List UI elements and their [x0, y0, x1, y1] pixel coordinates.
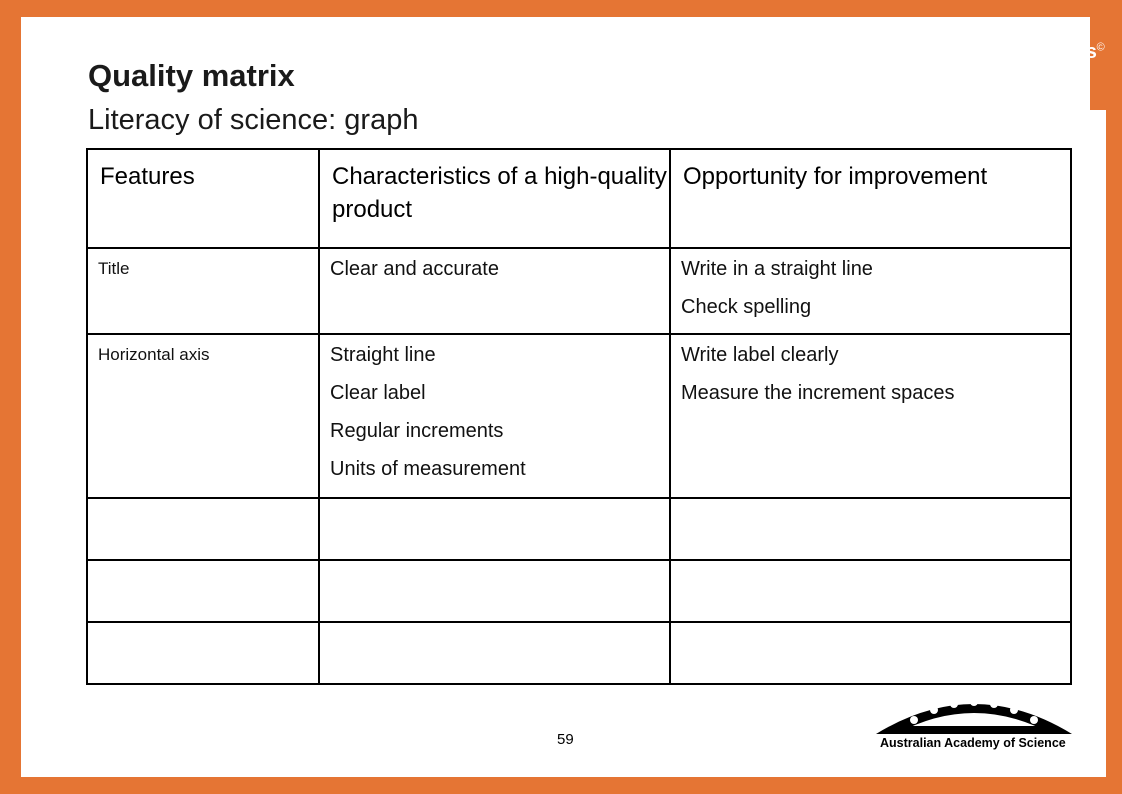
characteristic-item: Clear and accurate: [330, 258, 499, 280]
table-row-horizontal-axis: [87, 334, 1071, 498]
column-header-characteristics: Characteristics of a high-quality product: [319, 149, 670, 248]
table-row-title: [87, 248, 1071, 334]
improvement-item: Write in a straight line: [681, 258, 873, 280]
academy-name: Australian Academy of Science: [880, 736, 1066, 750]
table-cell[interactable]: [319, 560, 670, 622]
table-cell: [670, 334, 1071, 498]
improvement-item: Measure the increment spaces: [681, 382, 955, 404]
feature-label: Title: [98, 259, 130, 278]
academy-dome-icon: [868, 688, 1080, 736]
page-subtitle: Literacy of science: graph: [88, 104, 419, 136]
column-header-features: Features: [87, 149, 319, 248]
table-row-blank: [87, 498, 1071, 560]
feature-label: Horizontal axis: [98, 345, 210, 364]
australian-academy-of-science-logo: [868, 688, 1080, 763]
characteristic-item: Straight line: [330, 344, 436, 366]
improvement-item: Write label clearly: [681, 344, 839, 366]
table-cell[interactable]: [670, 498, 1071, 560]
table-cell: [87, 334, 319, 498]
table-cell: [670, 248, 1071, 334]
characteristic-item: Clear label: [330, 382, 426, 404]
characteristic-item: Units of measurement: [330, 458, 526, 480]
brand-wordmark: PrimaryConnections©: [912, 41, 1105, 63]
table-cell[interactable]: [87, 622, 319, 684]
table-cell: [319, 248, 670, 334]
quality-matrix-table: [86, 148, 1072, 685]
table-cell[interactable]: [319, 622, 670, 684]
column-header-improvement: Opportunity for improvement: [670, 149, 1071, 248]
page-number: 59: [557, 731, 574, 748]
primary-connections-logo: [912, 24, 1112, 96]
table-cell[interactable]: [319, 498, 670, 560]
table-cell[interactable]: [87, 498, 319, 560]
table-cell: [319, 334, 670, 498]
table-cell[interactable]: [87, 560, 319, 622]
table-row-blank: [87, 622, 1071, 684]
characteristic-item: Regular increments: [330, 420, 504, 442]
table-cell[interactable]: [670, 622, 1071, 684]
page-title: Quality matrix: [88, 58, 295, 93]
improvement-item: Check spelling: [681, 296, 812, 318]
table-header-row: [87, 149, 1071, 248]
table-cell: [87, 248, 319, 334]
table-cell[interactable]: [670, 560, 1071, 622]
table-row-blank: [87, 560, 1071, 622]
